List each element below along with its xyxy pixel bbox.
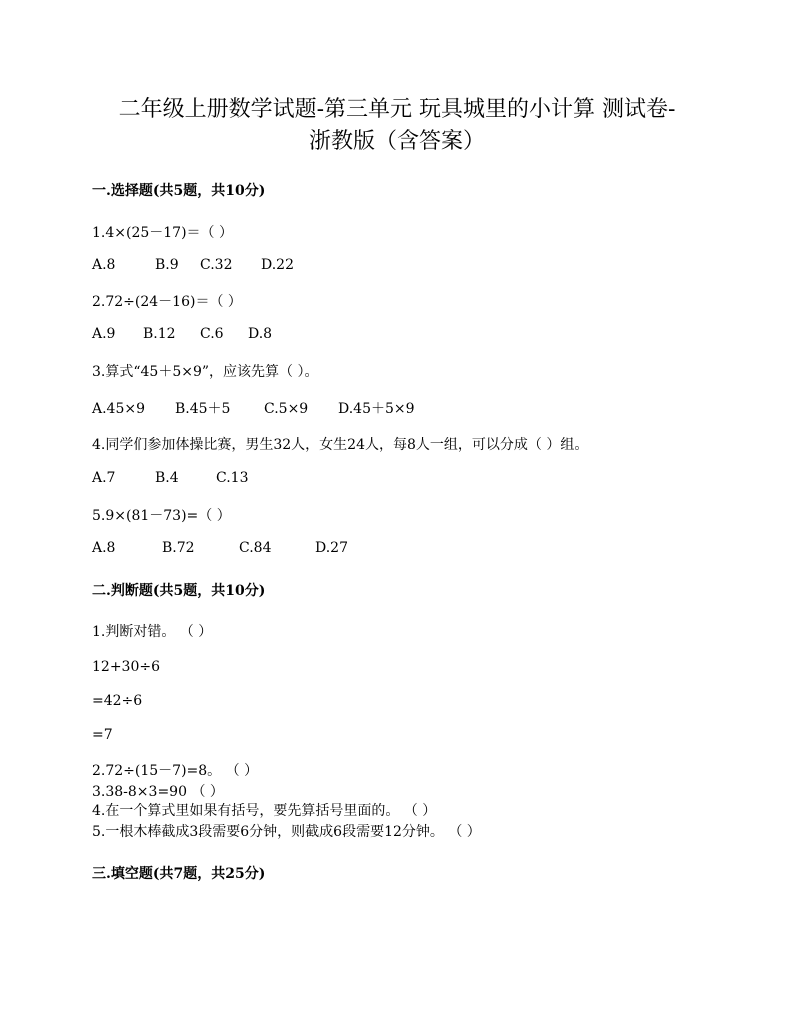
option: D.27 — [315, 540, 348, 556]
option: C.5×9 — [264, 401, 309, 417]
option: B.9 — [155, 257, 179, 273]
question-1-4-options — [92, 470, 248, 486]
option: A.8 — [92, 257, 116, 273]
option: B.72 — [162, 540, 195, 556]
question-2-2: 2.72÷(15－7)=8。 （ ） — [92, 763, 259, 779]
option: A.9 — [92, 326, 116, 342]
option: A.8 — [92, 540, 116, 556]
question-1-5-options — [92, 540, 348, 556]
option: A.45×9 — [92, 401, 146, 417]
question-2-4: 4.在一个算式里如果有括号，要先算括号里面的。 （ ） — [92, 803, 437, 819]
option: B.4 — [155, 470, 179, 486]
option: A.7 — [92, 470, 116, 486]
section-heading-fill-in: 三.填空题(共7题，共25分) — [92, 866, 266, 882]
question-1-4: 4.同学们参加体操比赛，男生32人，女生24人，每8人一组，可以分成（ ）组。 — [92, 437, 589, 453]
option: C.32 — [200, 257, 233, 273]
section-heading-choice: 一.选择题(共5题，共10分) — [92, 183, 266, 199]
option: D.45＋5×9 — [338, 401, 415, 417]
question-1-2: 2.72÷(24－16)＝（ ） — [92, 294, 242, 310]
question-2-3: 3.38-8×3=90 （ ） — [92, 784, 224, 800]
question-1-5: 5.9×(81－73)=（ ） — [92, 508, 231, 524]
question-1-3: 3.算式“45＋5×9”，应该先算（ ）。 — [92, 364, 319, 380]
option: B.12 — [143, 326, 176, 342]
question-1-2-options — [92, 326, 272, 342]
section-heading-judgement: 二.判断题(共5题，共10分) — [92, 583, 266, 599]
document-title — [60, 94, 734, 158]
title-line-1: 二年级上册数学试题-第三单元 玩具城里的小计算 测试卷- — [118, 97, 676, 122]
question-1-3-options — [92, 398, 415, 418]
question-1-1-options — [92, 257, 294, 273]
option: C.6 — [200, 326, 224, 342]
option: C.84 — [239, 540, 272, 556]
option: B.45＋5 — [175, 401, 231, 417]
title-line-2: 浙教版（含答案） — [308, 129, 485, 154]
question-2-5: 5.一根木棒截成3段需要6分钟，则截成6段需要12分钟。 （ ） — [92, 824, 481, 840]
question-2-1-line-1: 12+30÷6 — [92, 659, 160, 675]
option: D.8 — [248, 326, 273, 342]
question-2-1-line-3: =7 — [92, 727, 113, 743]
option: D.22 — [261, 257, 294, 273]
question-1-1: 1.4×(25－17)＝（ ） — [92, 225, 233, 241]
question-2-1: 1.判断对错。 （ ） — [92, 624, 213, 640]
question-2-1-line-2: =42÷6 — [92, 693, 143, 709]
option: C.13 — [216, 470, 249, 486]
